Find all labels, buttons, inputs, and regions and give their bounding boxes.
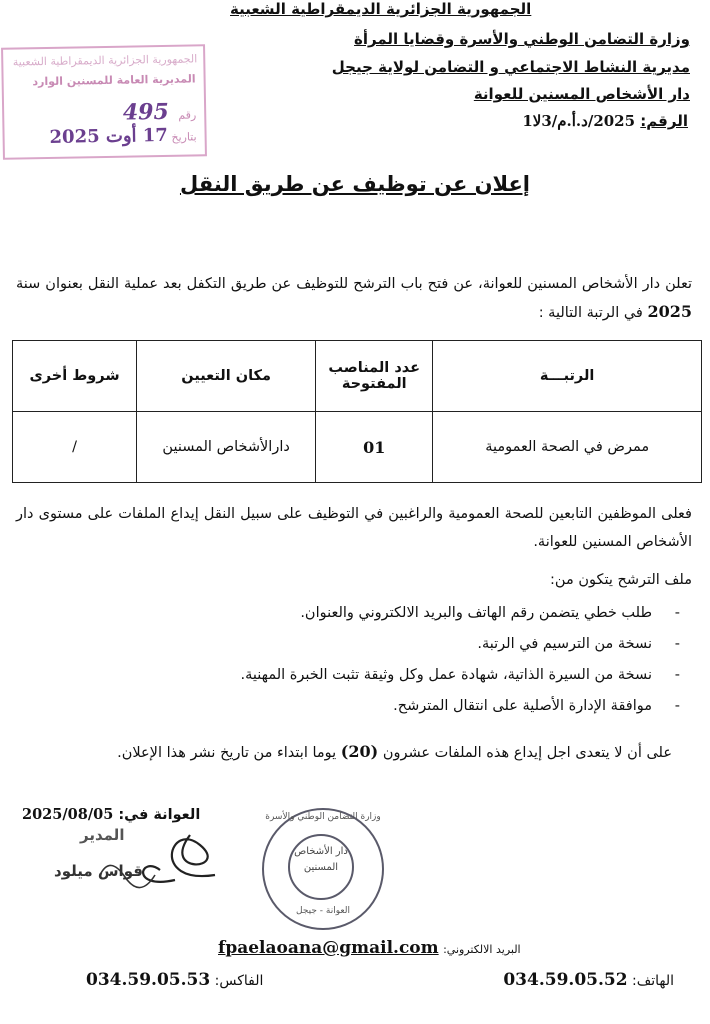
seal-center (288, 834, 354, 900)
requirements-list (20, 598, 680, 722)
signature-place-label: العوانة في: (118, 807, 201, 823)
positions-table (12, 340, 702, 483)
file-intro: ملف الترشح يتكون من: (550, 572, 692, 588)
institution-heading: دار الأشخاص المسنين للعوانة (473, 85, 690, 103)
deadline-number: (20) (340, 742, 379, 761)
cell-place: دارالأشخاص المسنين (137, 412, 316, 483)
cell-rank: ممرض في الصحة العمومية (433, 412, 702, 483)
cell-positions: 01 (316, 412, 433, 483)
seal-bottom-text: العوانة - جيجل (296, 906, 350, 916)
official-seal (262, 808, 384, 930)
director-role: المدير (80, 826, 125, 844)
seal-center-line2: المسنين (303, 862, 339, 873)
header-positions: عدد المناصب المفتوحة (316, 341, 433, 412)
reference-number (522, 112, 688, 130)
email-line (218, 938, 521, 958)
ministry-heading: وزارة التضامن الوطني والأسرة وقضايا المرأة (354, 30, 690, 48)
header-rank: الرتبـــة (433, 341, 702, 412)
body-paragraph: فعلى الموظفين التابعين للصحة العمومية والراغبين في التوظيف على سبيل النقل إيداع الملفات على مستوى دار الأشخاص المسنين للعوانة. (16, 506, 692, 550)
stamp-date (49, 124, 196, 148)
phone-line (503, 970, 674, 990)
list-item: - نسخة من الترسيم في الرتبة. (20, 629, 680, 660)
stamp-number (123, 98, 197, 125)
cell-other: / (13, 412, 137, 483)
reference-value: 2025/د.أ.م/3لا1 (522, 112, 636, 130)
directorate-heading: مديرية النشاط الاجتماعي و التضامن لولاية جيجل (331, 58, 690, 76)
incoming-mail-stamp (1, 44, 207, 160)
fax-value: 034.59.05.53 (86, 970, 211, 990)
deadline-text-a: على أن لا يتعدى اجل إيداع هذه الملفات عشرون (382, 745, 672, 761)
director-name: قواس ميلود (54, 862, 143, 880)
republic-heading: الجمهورية الجزائرية الديمقراطية الشعبية (230, 0, 532, 18)
fax-line (86, 970, 263, 990)
phone-label: الهاتف: (632, 973, 674, 989)
fax-label: الفاكس: (214, 973, 264, 989)
list-item: - موافقة الإدارة الأصلية على انتقال المترشح. (20, 691, 680, 722)
page-title: إعلان عن توظيف عن طريق النقل (179, 172, 531, 196)
table-header-row (13, 341, 702, 412)
stamp-number-label: رقم (178, 108, 197, 122)
deadline-text-b: يوما ابتداء من تاريخ نشر هذا الإعلان. (117, 745, 337, 761)
table-row (13, 412, 702, 483)
intro-year: 2025 (647, 302, 692, 321)
seal-ring-text: وزارة التضامن الوطني والأسرة (265, 812, 381, 822)
header-other: شروط أخرى (13, 341, 137, 412)
stamp-line1: الجمهورية الجزائرية الديمقراطية الشعبية (12, 52, 198, 69)
list-item: - نسخة من السيرة الذاتية، شهادة عمل وكل وثيقة تثبت الخبرة المهنية. (20, 660, 680, 691)
handwritten-signature-icon (40, 815, 240, 895)
stamp-number-value: 495 (122, 98, 170, 126)
stamp-date-value: 17 أوت 2025 (49, 124, 169, 148)
stamp-date-label: بتاريخ (171, 130, 197, 144)
reference-label: الرقم: (640, 112, 688, 130)
seal-center-line1: دار الأشخاص (294, 846, 348, 857)
deadline-paragraph (12, 738, 672, 767)
header-place: مكان التعيين (137, 341, 316, 412)
intro-paragraph (16, 270, 692, 327)
phone-value: 034.59.05.52 (503, 970, 628, 990)
stamp-line2: المديرية العامة للمسنين الوارد (32, 72, 196, 89)
signature-date-value: 2025/08/05 (22, 806, 114, 823)
email-label: البريد الالكتروني: (443, 943, 521, 956)
list-item: - طلب خطي يتضمن رقم الهاتف والبريد الالكتروني والعنوان. (20, 598, 680, 629)
email-value: fpaelaoana@gmail.com (218, 938, 439, 958)
intro-text-a: تعلن دار الأشخاص المسنين للعوانة، عن فتح باب الترشح للتوظيف عن طريق التكفل بعد عملية النقل بعنوان سنة (16, 276, 692, 292)
intro-text-b: في الرتبة التالية : (538, 305, 643, 321)
